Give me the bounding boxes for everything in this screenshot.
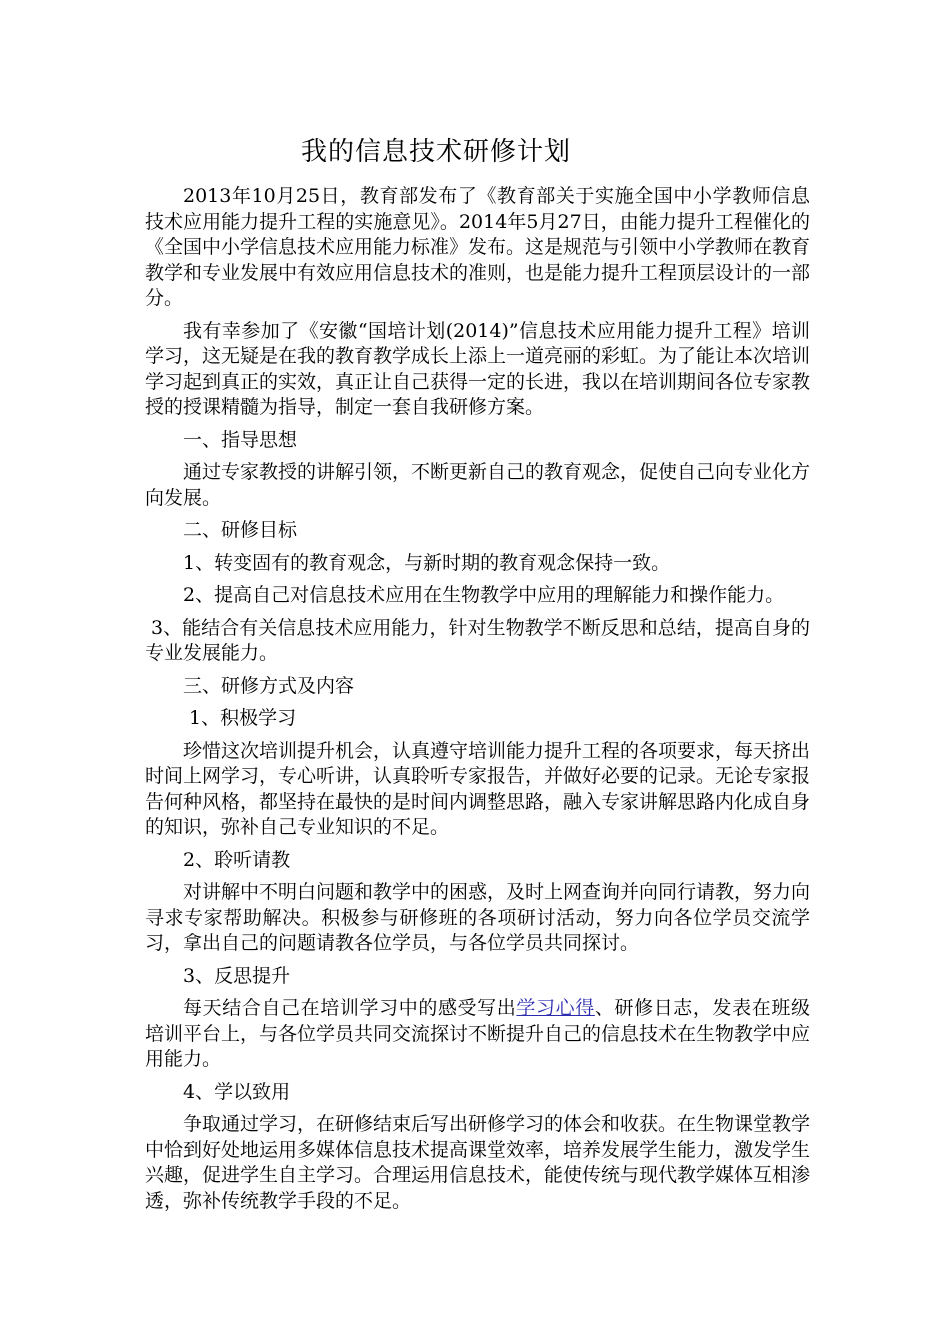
apply-learning-paragraph: 争取通过学习，在研修结束后写出研修学习的体会和收获。在生物课堂教学中恰到好处地运用多媒体信息技术提高课堂效率，培养发展学生能力，激发学生兴趣，促进学生自主学习。合理运用信息技术，能使传统与现代教学媒体互相渗透，弥补传统教学手段的不足。 <box>145 1113 811 1212</box>
document-title: 我的信息技术研修计划 <box>300 137 571 167</box>
reflect-improve-paragraph <box>145 996 810 1073</box>
reflect-text-before: 每天结合自己在培训学习中的感受写出 <box>183 997 517 1019</box>
study-notes-link[interactable]: 学习心得 <box>516 997 595 1019</box>
subheading-listen-consult: 2、聆听请教 <box>183 848 291 871</box>
section-heading-goals: 二、研修目标 <box>183 519 298 541</box>
goal-item-2: 2、提高自己对信息技术应用在生物教学中应用的理解能力和操作能力。 <box>183 584 785 606</box>
section-heading-guiding-thought: 一、指导思想 <box>183 428 298 451</box>
subheading-apply-learning: 4、学以致用 <box>183 1080 291 1103</box>
document-body <box>145 184 810 1221</box>
intro-paragraph: 2013年10月25日，教育部发布了《教育部关于实施全国中小学教师信息技术应用能力提升工程的实施意见》。2014年5月27日，由能力提升工程催化的《全国中小学信息技术应用能力标准》发布。这是规范与引领中小学教师在教育教学和专业发展中有效应用信息技术的准则，也是能力提升工程顶层设计的一部分。 <box>145 185 811 309</box>
goal-item-1: 1、转变固有的教育观念，与新时期的教育观念保持一致。 <box>183 551 671 574</box>
goal-item-3: 3、能结合有关信息技术应用能力，针对生物教学不断反思和总结，提高自身的专业发展能力。 <box>145 616 810 664</box>
active-learning-paragraph: 珍惜这次培训提升机会，认真遵守培训能力提升工程的各项要求，每天挤出时间上网学习，专心听讲，认真聆听专家报告，并做好必要的记录。无论专家报告何种风格，都坚持在最快的是时间内调整思路，融入专家讲解思路内化成自身的知识，弥补自己专业知识的不足。 <box>145 739 811 838</box>
guiding-thought-paragraph: 通过专家教授的讲解引领，不断更新自己的教育观念，促使自己向专业化方向发展。 <box>145 461 811 509</box>
participation-paragraph: 我有幸参加了《安徽“国培计划(2014)”信息技术应用能力提升工程》培训学习，这无疑是在我的教育教学成长上添上一道亮丽的彩虹。为了能让本次培训学习起到真正的实效，真正让自己获得一定的长进，我以在培训期间各位专家教授的授课精髓为指导，制定一套自我研修方案。 <box>145 319 811 418</box>
section-heading-methods: 三、研修方式及内容 <box>183 674 355 697</box>
listen-consult-paragraph: 对讲解中不明白问题和教学中的困惑，及时上网查询并向同行请教，努力向寻求专家帮助解决。积极参与研修班的各项研讨活动，努力向各位学员交流学习，拿出自己的问题请教各位学员，与各位学员共同探讨。 <box>145 881 811 954</box>
subheading-active-learning: 1、积极学习 <box>189 707 297 729</box>
subheading-reflect-improve: 3、反思提升 <box>183 964 291 987</box>
reflect-text-after: 、研修日志，发表在班级培训平台上，与各位学员共同交流探讨不断提升自己的信息技术在生物教学中应用能力。 <box>145 997 811 1070</box>
